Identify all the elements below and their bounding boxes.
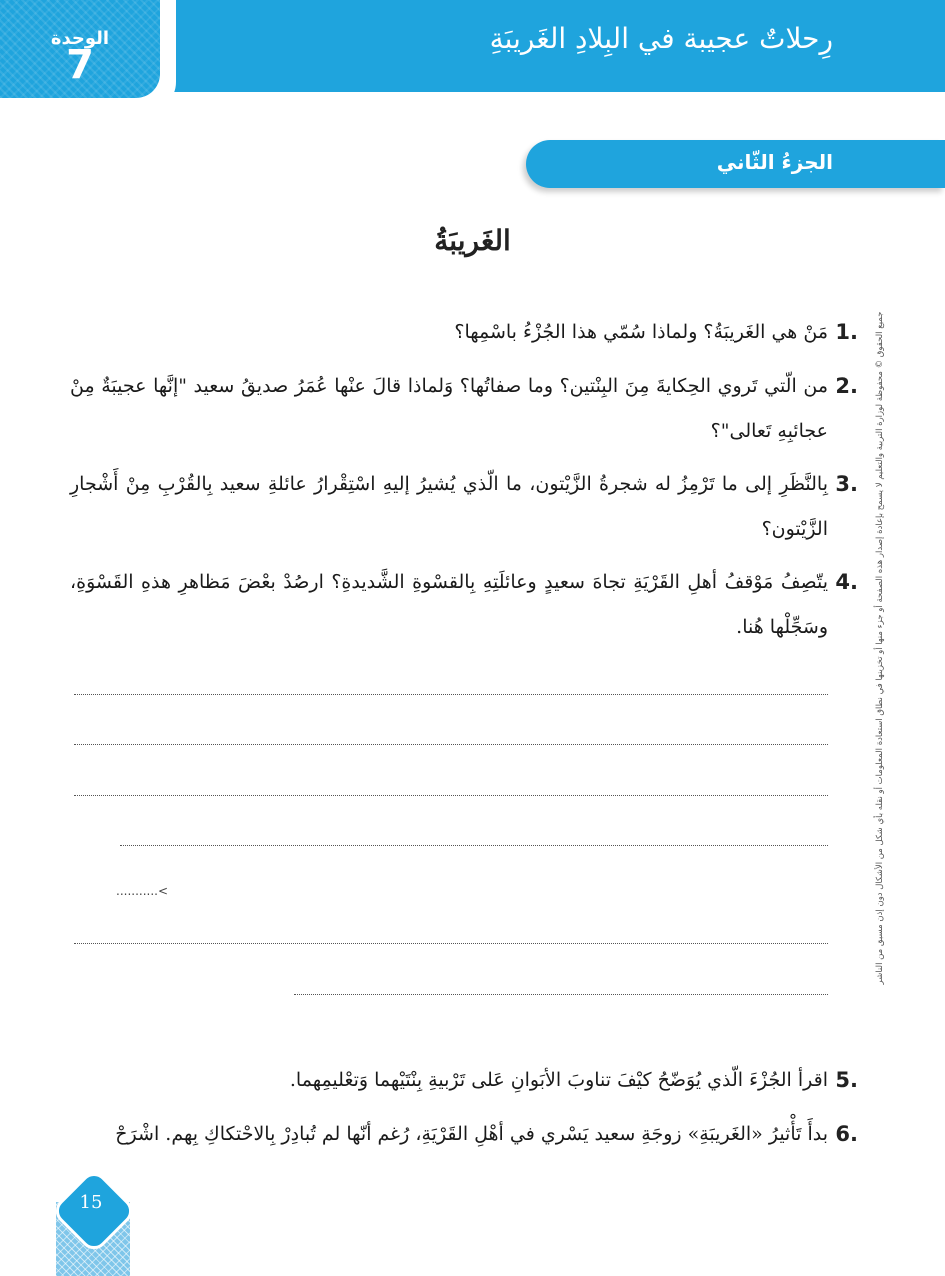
answer-line[interactable] xyxy=(120,845,828,846)
question-number: 6. xyxy=(835,1122,858,1146)
section-label: الجزءُ الثّاني xyxy=(716,150,833,174)
unit-badge xyxy=(0,0,160,98)
copyright-note xyxy=(871,298,889,998)
story-title: الغَريبَةُ xyxy=(434,224,511,257)
page-number: 15 xyxy=(79,1192,103,1213)
question-5 xyxy=(70,1058,858,1103)
question-text: يتّصِفُ مَوْقفُ أهلِ القَرْيَةِ تجاهَ سعيدٍ وعائلَتِهِ بِالقسْوةِ الشَّديدةِ؟ ارصُدْ بعْضَ مَظاهرِ هذهِ القَسْوَةِ، وسَجِّلْها هُنا. xyxy=(70,571,828,638)
answer-line[interactable] xyxy=(74,744,828,745)
unit-title: رِحلاتٌ عجيبة في البِلادِ الغَريبَةِ xyxy=(489,22,833,55)
copyright-text: جميع الحقوق © محفوظة لوزارة التربية والتعليم لا يسمح بإعادة إصدار هذه الصفحة أو جزء منها أو تخزينها في نطاق استعادة المعلومات أو نقله بأي شكل من الأشكال دون إذن مسبق من الناشر xyxy=(875,311,885,985)
question-number: 3. xyxy=(835,472,858,496)
question-3 xyxy=(70,462,858,552)
answer-line[interactable] xyxy=(74,694,828,695)
question-2 xyxy=(70,364,858,454)
question-number: 1. xyxy=(835,320,858,344)
unit-number: 7 xyxy=(66,42,94,88)
question-text: بِالنَّظَرِ إلى ما تَرْمِزُ له شجرةُ الزَّيْتون، ما الّذي يُشيرُ إليهِ اسْتِقْرارُ عائلةِ سعيد بِالقُرْبِ مِنْ أَشْجارِ الزَّيْتون؟ xyxy=(70,473,828,540)
question-number: 5. xyxy=(835,1068,858,1092)
question-number: 4. xyxy=(835,570,858,594)
question-text: بدأَ تَأْثيرُ «الغَريبَةِ» زوجَةِ سعيد يَسْري في أهْلِ القَرْيَةِ، رُغم أنّها لم تُبادِرْ بِالاحْتكاكِ بِهم. اشْرَحْ xyxy=(115,1123,828,1145)
question-text: اقرأ الجُزْءَ الّذي يُوَضّحُ كيْفَ تناوبَ الأبَوانِ عَلى تَرْبيةِ بِنْتَيْهما وَتعْليمِهما. xyxy=(289,1069,828,1091)
question-1 xyxy=(70,310,858,355)
question-number: 2. xyxy=(835,374,858,398)
unit-label: الوحدة xyxy=(50,28,110,49)
answer-line[interactable] xyxy=(74,795,828,796)
section-banner xyxy=(526,140,945,188)
unit-tab xyxy=(0,0,176,112)
page-number-badge xyxy=(52,1172,130,1276)
answer-line[interactable] xyxy=(74,943,828,944)
question-text: مَنْ هي الغَريبَةُ؟ ولماذا سُمّي هذا الجُزْءُ باسْمِها؟ xyxy=(454,321,828,343)
answer-line[interactable] xyxy=(294,994,828,995)
question-4 xyxy=(70,560,858,650)
answer-line-marker: ...........< xyxy=(116,884,169,898)
question-text: من الّتي تَروي الحِكايةَ مِنَ البِنْتين؟ وما صفاتُها؟ وَلماذا قالَ عنْها عُمَرُ صديقُ سعيد "إنَّها عجيبَةٌ مِنْ عجائبِهِ تَعالى"؟ xyxy=(70,375,828,442)
question-6 xyxy=(70,1112,858,1157)
